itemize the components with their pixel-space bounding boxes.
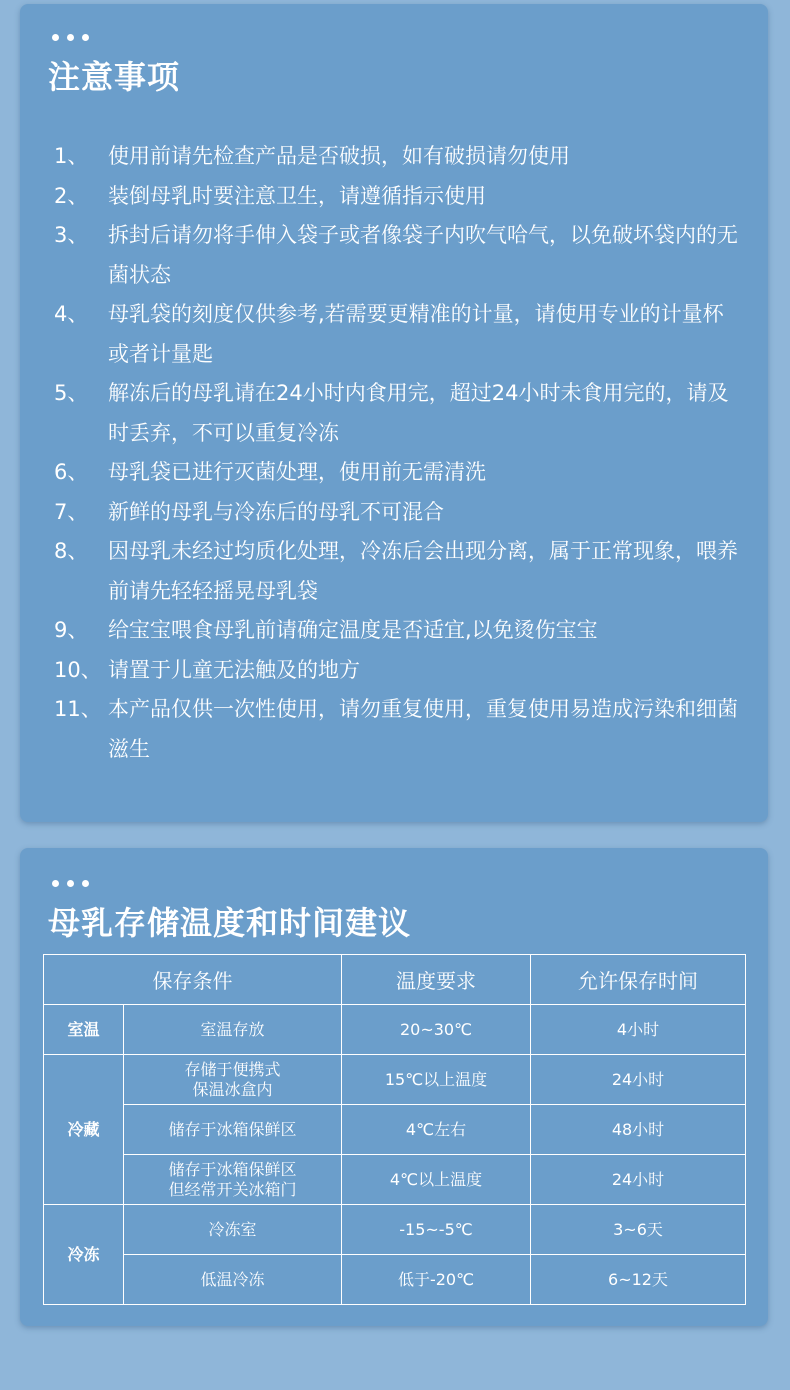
cell-place: 储存于冰箱保鲜区: [124, 1105, 342, 1155]
item-text: 解冻后的母乳请在24小时内食用完，超过24小时未食用完的，请及时丢弃，不可以重复冷冻: [108, 381, 729, 445]
dots-decoration: [52, 34, 89, 41]
category-freezer: 冷冻: [44, 1205, 124, 1305]
list-item: [54, 137, 744, 177]
category-room: 室温: [44, 1005, 124, 1055]
list-item: [54, 690, 744, 769]
notice-title: 注意事项: [48, 58, 181, 96]
item-number: 9、: [54, 618, 89, 642]
category-fridge: 冷藏: [44, 1055, 124, 1205]
table-row: [44, 1155, 746, 1205]
item-number: 10、: [54, 657, 102, 682]
cell-temp: 15℃以上温度: [342, 1055, 531, 1105]
item-text: 装倒母乳时要注意卫生，请遵循指示使用: [108, 183, 486, 208]
cell-time: 6~12天: [531, 1255, 746, 1305]
storage-card: [20, 848, 768, 1326]
list-item: [54, 295, 744, 374]
list-item: [54, 611, 744, 651]
item-number: 1、: [54, 144, 89, 168]
dot-icon: [82, 880, 89, 887]
table-row: [44, 1055, 746, 1105]
cell-temp: 4℃以上温度: [342, 1155, 531, 1205]
dot-icon: [52, 880, 59, 887]
item-text: 因母乳未经过均质化处理，冷冻后会出现分离，属于正常现象，喂养前请先轻轻摇晃母乳袋: [108, 539, 738, 603]
item-text: 母乳袋已进行灭菌处理，使用前无需清洗: [108, 460, 486, 484]
cell-temp: 低于-20℃: [342, 1255, 531, 1305]
dot-icon: [67, 880, 74, 887]
cell-temp: 4℃左右: [342, 1105, 531, 1155]
cell-temp: -15~-5℃: [342, 1205, 531, 1255]
storage-table: [43, 954, 746, 1305]
item-number: 3、: [54, 223, 89, 247]
header-temperature: 温度要求: [342, 955, 531, 1005]
cell-place: 低温冷冻: [124, 1255, 342, 1305]
list-item: [54, 177, 744, 217]
item-number: 2、: [54, 183, 89, 208]
dots-decoration: [52, 880, 89, 887]
item-text: 给宝宝喂食母乳前请确定温度是否适宜,以免烫伤宝宝: [108, 618, 598, 642]
item-text: 新鲜的母乳与冷冻后的母乳不可混合: [108, 499, 444, 524]
cell-time: 4小时: [531, 1005, 746, 1055]
list-item: [54, 493, 744, 533]
item-text: 请置于儿童无法触及的地方: [108, 657, 360, 682]
notice-card: [20, 4, 768, 822]
list-item: [54, 216, 744, 295]
dot-icon: [82, 34, 89, 41]
item-text: 使用前请先检查产品是否破损，如有破损请勿使用: [108, 144, 570, 168]
item-text: 母乳袋的刻度仅供参考,若需要更精准的计量，请使用专业的计量杯或者计量匙: [108, 302, 724, 366]
item-number: 8、: [54, 539, 89, 563]
table-header-row: [44, 955, 746, 1005]
cell-time: 48小时: [531, 1105, 746, 1155]
cell-time: 3~6天: [531, 1205, 746, 1255]
item-number: 4、: [54, 302, 89, 326]
table-row: [44, 1255, 746, 1305]
place-line: 储存于冰箱保鲜区: [168, 1159, 297, 1179]
item-number: 11、: [54, 697, 102, 721]
cell-temp: 20~30℃: [342, 1005, 531, 1055]
cell-place: [124, 1055, 342, 1105]
notice-list: [54, 137, 744, 769]
table-row: [44, 1005, 746, 1055]
cell-place: [124, 1155, 342, 1205]
storage-title: 母乳存储温度和时间建议: [48, 904, 412, 942]
list-item: [54, 532, 744, 611]
cell-time: 24小时: [531, 1055, 746, 1105]
header-condition: 保存条件: [44, 955, 342, 1005]
item-number: 6、: [54, 460, 89, 484]
header-time: 允许保存时间: [531, 955, 746, 1005]
dot-icon: [67, 34, 74, 41]
cell-place: 冷冻室: [124, 1205, 342, 1255]
list-item: [54, 651, 744, 691]
dot-icon: [52, 34, 59, 41]
list-item: [54, 453, 744, 493]
item-text: 本产品仅供一次性使用，请勿重复使用，重复使用易造成污染和细菌滋生: [108, 697, 738, 761]
place-line: 但经常开关冰箱门: [168, 1179, 297, 1199]
item-number: 5、: [54, 381, 89, 405]
item-text: 拆封后请勿将手伸入袋子或者像袋子内吹气哈气，以免破坏袋内的无菌状态: [108, 223, 738, 287]
table-row: [44, 1205, 746, 1255]
item-number: 7、: [54, 499, 89, 524]
cell-time: 24小时: [531, 1155, 746, 1205]
place-line: 存储于便携式: [184, 1059, 281, 1079]
list-item: [54, 374, 744, 453]
place-line: 保温冰盒内: [192, 1079, 273, 1099]
cell-place: 室温存放: [124, 1005, 342, 1055]
table-row: [44, 1105, 746, 1155]
